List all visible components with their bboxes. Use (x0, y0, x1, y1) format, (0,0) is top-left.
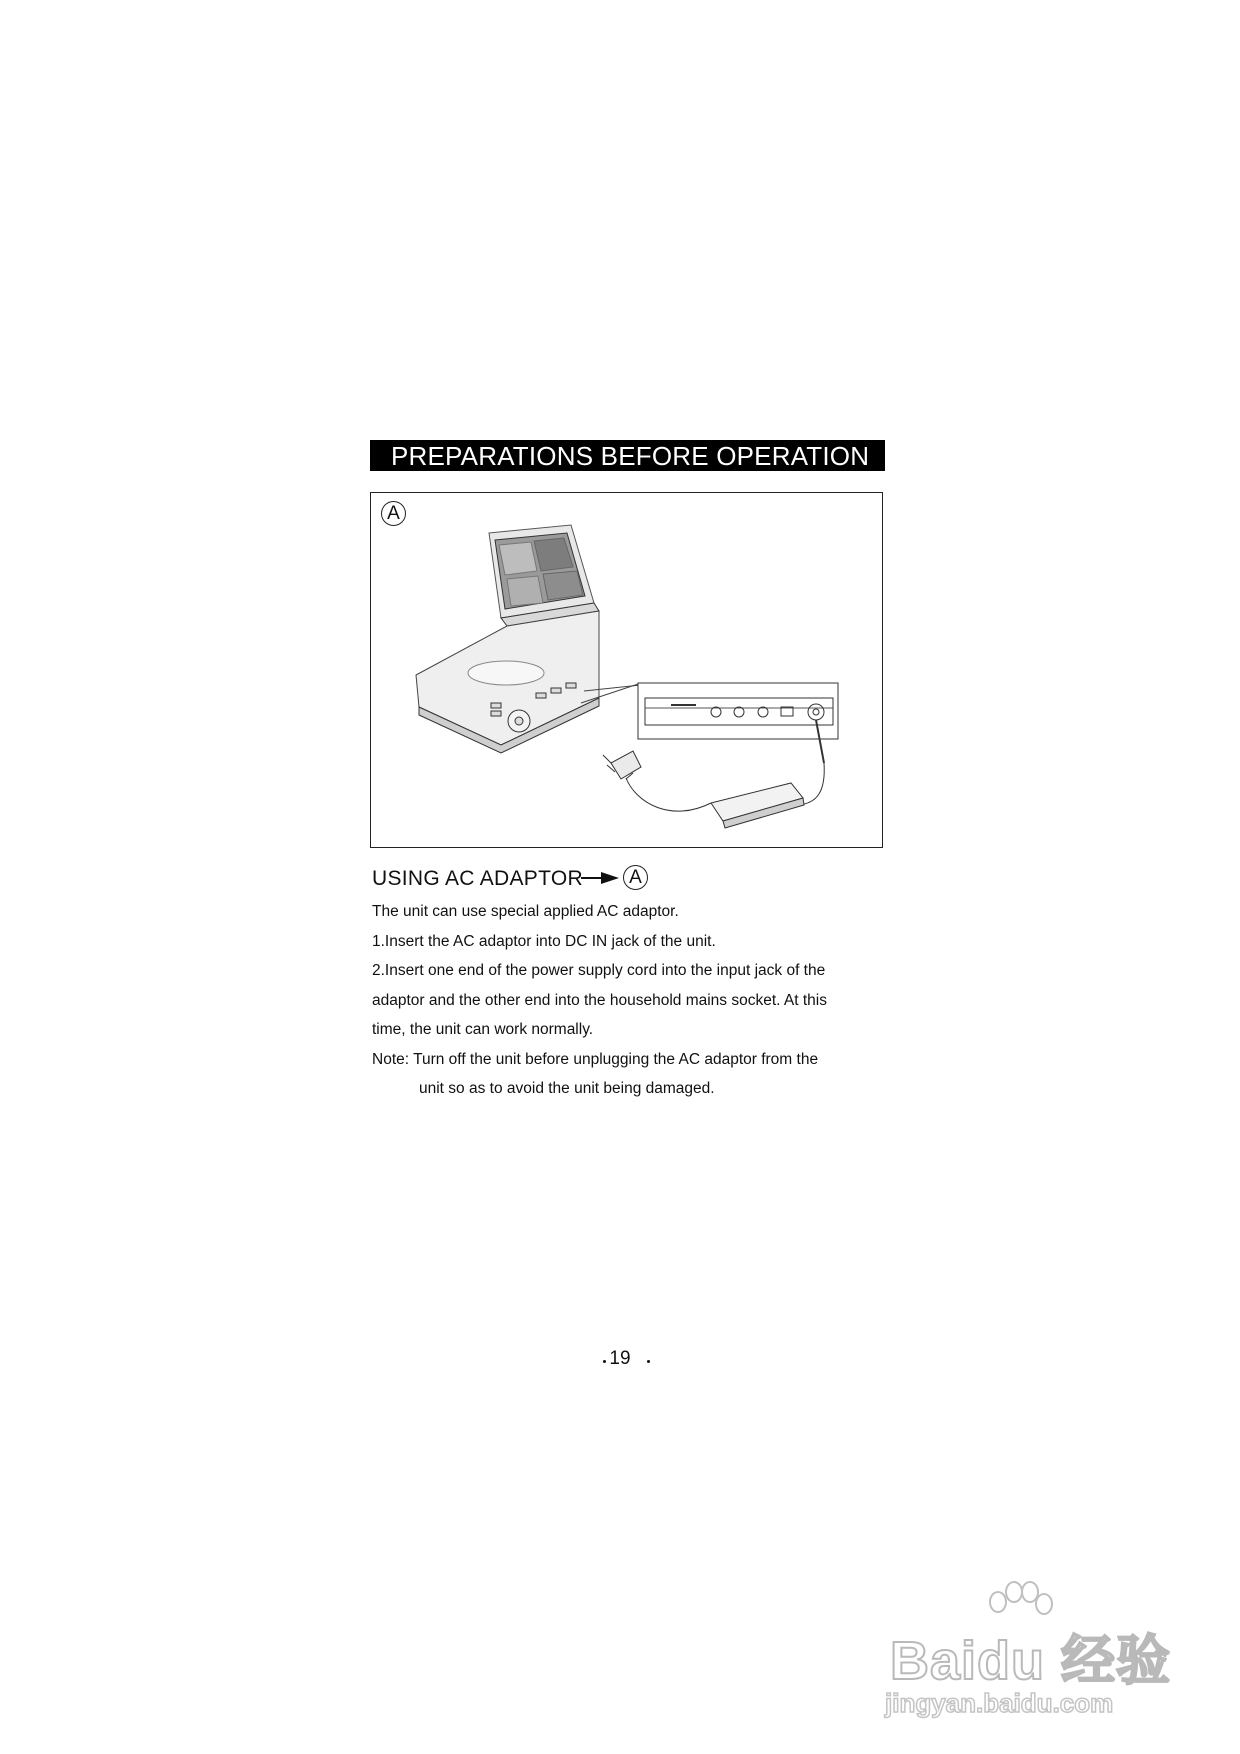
arrow-right-icon (581, 870, 619, 886)
instructions-body (372, 897, 892, 1104)
section-title (372, 865, 642, 895)
page-number: 19 (590, 1348, 650, 1370)
paragraph: 2.Insert one end of the power supply cord into the input jack of the (372, 962, 826, 979)
watermark-brand: Baidu 经验 (890, 1631, 1172, 1691)
note-paragraph: Note: Turn off the unit before unplugging the AC adaptor from the (372, 1050, 819, 1068)
paragraph: The unit can use special applied AC adaptor. (372, 903, 679, 920)
section-ref-label-a: A (623, 865, 648, 890)
paragraph: 1.Insert the AC adaptor into DC IN jack of the unit. (372, 932, 716, 950)
dvd-player-illustration (371, 493, 881, 846)
section-header (370, 440, 885, 471)
paragraph: time, the unit can work normally. (372, 1021, 594, 1038)
section-title-text: USING AC ADAPTOR (372, 867, 583, 890)
baidu-watermark (880, 1580, 1180, 1720)
figure-label-a: A (381, 501, 406, 526)
section-header-title: PREPARATIONS BEFORE OPERATION (391, 441, 870, 471)
watermark-url: jingyan.baidu.com (885, 1688, 1114, 1718)
figure-a (370, 492, 883, 848)
paragraph: adaptor and the other end into the household mains socket. At this (372, 991, 827, 1009)
note-paragraph-continued: unit so as to avoid the unit being damaged. (419, 1080, 715, 1097)
